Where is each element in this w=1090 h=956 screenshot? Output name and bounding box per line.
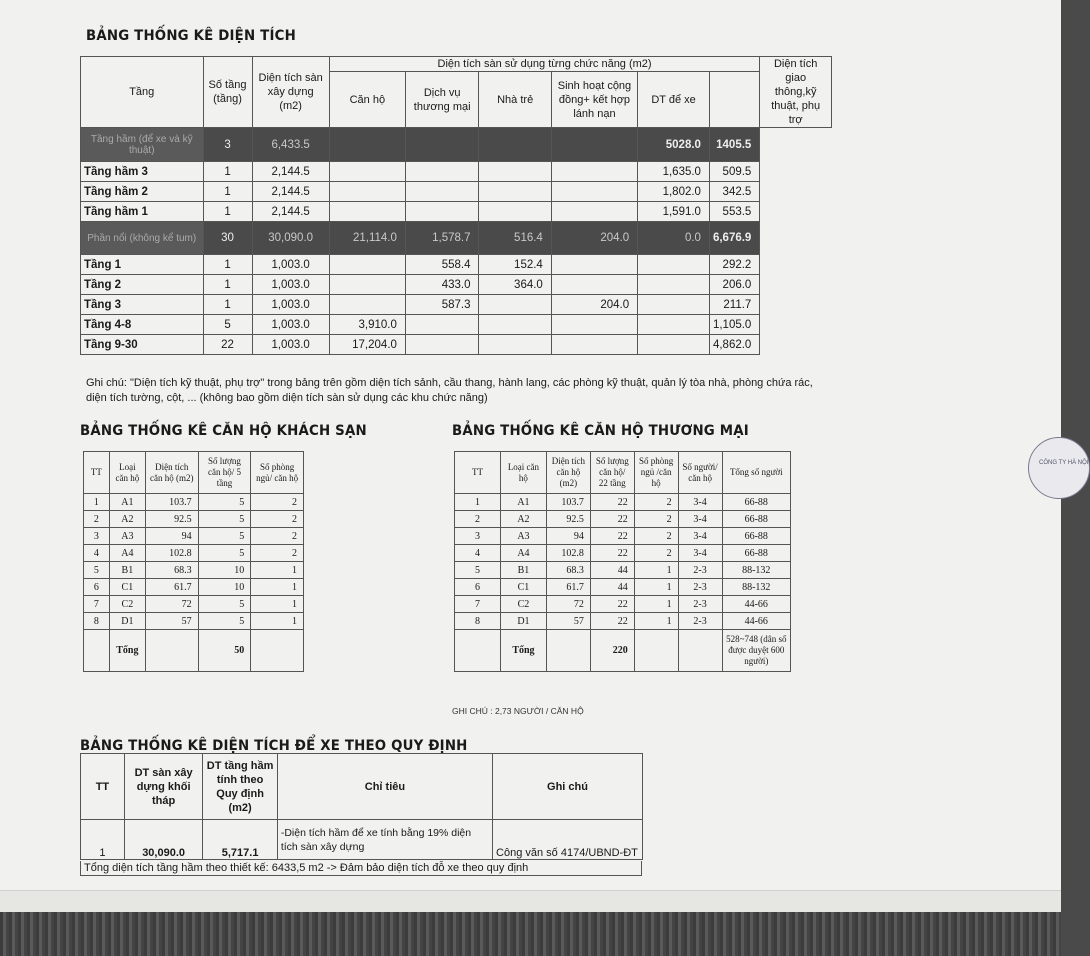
table-cell: 44-66 bbox=[722, 613, 790, 630]
table-row bbox=[84, 613, 304, 630]
parking-footer-note: Tổng diện tích tầng hầm theo thiết kế: 6433,5 m2 -> Đảm bảo diện tích đỗ xe theo quy định bbox=[80, 861, 642, 876]
table-cell: 61.7 bbox=[145, 579, 198, 596]
table-row: Tầng hầm 3 1 2,144.5 1,635.0 509.5 bbox=[81, 162, 832, 182]
table-row bbox=[84, 579, 304, 596]
table-cell: 103.7 bbox=[546, 494, 590, 511]
table-cell: 94 bbox=[546, 528, 590, 545]
table-row: Tầng 3 1 1,003.0 587.3 204.0 211.7 bbox=[81, 295, 832, 315]
table-cell: C2 bbox=[109, 596, 145, 613]
table-row bbox=[455, 528, 791, 545]
table-cell: 2 bbox=[84, 511, 110, 528]
area-stats-note: Ghi chú: "Diện tích kỹ thuật, phụ trợ" trong bảng trên gồm diện tích sảnh, cầu thang, hành lang, các phòng kỹ thuật, quản lý tòa nhà, phòng chứa rác, diện tích tường, cột, ... (không bao gồm diện tích sàn sử dụng các khu chức năng) bbox=[86, 377, 813, 404]
group-above-label: Phần nổi (không kể tum) bbox=[81, 222, 204, 255]
table-cell: 2-3 bbox=[678, 613, 722, 630]
table-cell: 5 bbox=[198, 511, 251, 528]
table-cell: 44 bbox=[590, 579, 634, 596]
table-cell: 6 bbox=[455, 579, 501, 596]
header-so-phong: Số phòng ngủ/ căn hộ bbox=[251, 452, 304, 494]
table-cell: 1 bbox=[84, 494, 110, 511]
table-cell: 68.3 bbox=[145, 562, 198, 579]
table-cell: 2 bbox=[251, 528, 304, 545]
table-cell: D1 bbox=[109, 613, 145, 630]
table-cell: 22 bbox=[590, 494, 634, 511]
table-row: Tầng hầm 2 1 2,144.5 1,802.0 342.5 bbox=[81, 182, 832, 202]
table-cell: 57 bbox=[546, 613, 590, 630]
area-stats-table bbox=[80, 56, 832, 355]
table-cell: 8 bbox=[84, 613, 110, 630]
table-cell: 8 bbox=[455, 613, 501, 630]
table-row bbox=[455, 511, 791, 528]
header-dt-giao-thong: Diện tích giao thông,kỹ thuật, phụ trợ bbox=[760, 57, 832, 128]
table-row bbox=[455, 562, 791, 579]
table-row bbox=[455, 596, 791, 613]
table-cell: C2 bbox=[500, 596, 546, 613]
table-cell: 10 bbox=[198, 579, 251, 596]
table-cell: 1 bbox=[634, 613, 678, 630]
table-cell: 1 bbox=[634, 596, 678, 613]
table-cell: 5 bbox=[198, 494, 251, 511]
table-cell: 92.5 bbox=[546, 511, 590, 528]
table-cell: 94 bbox=[145, 528, 198, 545]
table-cell: 3-4 bbox=[678, 545, 722, 562]
table-cell: 66-88 bbox=[722, 511, 790, 528]
table-row: Tầng 4-8 5 1,003.0 3,910.0 1,105.0 bbox=[81, 315, 832, 335]
commercial-note: GHI CHÚ : 2,73 NGƯỜI / CĂN HỘ bbox=[452, 706, 584, 716]
table-cell: 22 bbox=[590, 511, 634, 528]
table-row bbox=[84, 511, 304, 528]
table-cell: 1 bbox=[251, 596, 304, 613]
table-cell: 44 bbox=[590, 562, 634, 579]
table-cell: A3 bbox=[500, 528, 546, 545]
table-cell: 3 bbox=[84, 528, 110, 545]
table-cell: 102.8 bbox=[145, 545, 198, 562]
area-stats-title: BẢNG THỐNG KÊ DIỆN TÍCH bbox=[86, 28, 296, 44]
table-cell: 5 bbox=[198, 528, 251, 545]
table-cell: 22 bbox=[590, 545, 634, 562]
table-cell: 2 bbox=[634, 494, 678, 511]
header-group-chuc-nang: Diện tích sàn sử dụng từng chức năng (m2) bbox=[329, 57, 760, 72]
table-cell: 2 bbox=[634, 511, 678, 528]
group-row-above: Phần nổi (không kể tum) 30 30,090.0 21,114.0 1,578.7 516.4 204.0 0.0 6,676.9 bbox=[81, 222, 832, 255]
table-cell: 103.7 bbox=[145, 494, 198, 511]
total-row: Tổng 220 528~748 (dân số được duyệt 600 người) bbox=[455, 630, 791, 672]
table-cell: 2 bbox=[251, 494, 304, 511]
table-row: Tầng 2 1 1,003.0 433.0 364.0 206.0 bbox=[81, 275, 832, 295]
table-cell: 2 bbox=[251, 545, 304, 562]
table-cell: 2 bbox=[634, 528, 678, 545]
group-basement-dt: 6,433.5 bbox=[252, 128, 329, 162]
table-cell: 1 bbox=[634, 562, 678, 579]
table-cell: 88-132 bbox=[722, 579, 790, 596]
table-cell: 72 bbox=[546, 596, 590, 613]
table-cell: 4 bbox=[84, 545, 110, 562]
table-cell: 5 bbox=[198, 596, 251, 613]
commercial-apartment-table: TT Loại căn hộ Diện tích căn hộ (m2) Số lượng căn hộ/ 22 tầng Số phòng ngủ /căn hộ Số người/ căn hộ Tổng số người 1 A1 103.7 22 2 3-4 66-88 2 A2 92.5 22 2 3-4 66-88 3 A3 94 22 2 3-4 66-88 4 A4 102.8 22 2 3-4 66-88 5 B1 68.3 44 1 2-3 88-132 6 C1 61.7 44 1 2-3 88-132 7 C2 72 22 1 2-3 44-66 8 D1 57 22 1 2-3 44-66 Tổng 220 528~748 (dân số được duyệt 600 người) bbox=[454, 451, 791, 672]
table-row: Tầng 9-30 22 1,003.0 17,204.0 4,862.0 bbox=[81, 335, 832, 355]
table-cell: 61.7 bbox=[546, 579, 590, 596]
table-cell: 66-88 bbox=[722, 494, 790, 511]
header-tang: Tầng bbox=[81, 57, 204, 128]
table-cell: A2 bbox=[500, 511, 546, 528]
table-cell: 72 bbox=[145, 596, 198, 613]
header-tt: TT bbox=[84, 452, 110, 494]
hotel-apartment-title: BẢNG THỐNG KÊ CĂN HỘ KHÁCH SẠN bbox=[80, 423, 367, 439]
commercial-apartment-title: BẢNG THỐNG KÊ CĂN HỘ THƯƠNG MẠI bbox=[452, 423, 749, 439]
table-cell: 2 bbox=[251, 511, 304, 528]
stamp-text: CÔNG TY HÀ NỘI bbox=[1039, 460, 1089, 466]
table-cell: 57 bbox=[145, 613, 198, 630]
table-cell: 22 bbox=[590, 596, 634, 613]
table-cell: C1 bbox=[109, 579, 145, 596]
header-dich-vu: Dịch vụ thương mại bbox=[405, 72, 479, 128]
header-sinh-hoat: Sinh hoạt cộng đồng+ kết hợp lánh nạn bbox=[551, 72, 637, 128]
table-cell: 1 bbox=[251, 613, 304, 630]
table-cell: 68.3 bbox=[546, 562, 590, 579]
table-row bbox=[455, 613, 791, 630]
table-cell: A1 bbox=[109, 494, 145, 511]
table-cell: 3 bbox=[455, 528, 501, 545]
table-row bbox=[84, 545, 304, 562]
table-cell: D1 bbox=[500, 613, 546, 630]
table-cell: 4 bbox=[455, 545, 501, 562]
group-row-basement bbox=[81, 128, 832, 162]
table-cell: C1 bbox=[500, 579, 546, 596]
table-cell: 2-3 bbox=[678, 562, 722, 579]
table-cell: 2 bbox=[455, 511, 501, 528]
table-cell: A3 bbox=[109, 528, 145, 545]
table-cell: 102.8 bbox=[546, 545, 590, 562]
table-row bbox=[84, 528, 304, 545]
group-basement-label: Tầng hầm (để xe và kỹ thuật) bbox=[81, 128, 204, 162]
header-so-tang: Số tầng (tầng) bbox=[203, 57, 252, 128]
table-cell: 3-4 bbox=[678, 494, 722, 511]
table-cell: 7 bbox=[455, 596, 501, 613]
table-row: Tầng 1 1 1,003.0 558.4 152.4 292.2 bbox=[81, 255, 832, 275]
table-cell: 5 bbox=[198, 613, 251, 630]
table-cell: 10 bbox=[198, 562, 251, 579]
table-cell: A4 bbox=[109, 545, 145, 562]
table-cell: 5 bbox=[84, 562, 110, 579]
carpet-background bbox=[0, 912, 1061, 956]
header-dien-tich: Diện tích căn hộ (m2) bbox=[145, 452, 198, 494]
group-basement-de-xe: 5028.0 bbox=[638, 128, 710, 162]
table-cell: 92.5 bbox=[145, 511, 198, 528]
header-nha-tre: Nhà trẻ bbox=[479, 72, 551, 128]
header-so-luong: Số lượng căn hộ/ 5 tầng bbox=[198, 452, 251, 494]
group-basement-so-tang: 3 bbox=[203, 128, 252, 162]
group-basement-gt: 1405.5 bbox=[709, 128, 759, 162]
table-row: 1 30,090.0 5,717.1 -Diện tích hầm để xe tính bằng 19% diện tích sàn xây dựng Công văn số 4174/UBND-ĐT bbox=[81, 820, 643, 860]
table-cell: 88-132 bbox=[722, 562, 790, 579]
table-cell: B1 bbox=[109, 562, 145, 579]
table-cell: 22 bbox=[590, 613, 634, 630]
table-cell: 2 bbox=[634, 545, 678, 562]
table-row bbox=[84, 494, 304, 511]
hotel-apartment-table bbox=[83, 451, 304, 672]
table-cell: 22 bbox=[590, 528, 634, 545]
table-cell: 1 bbox=[251, 562, 304, 579]
table-row bbox=[455, 494, 791, 511]
table-cell: 1 bbox=[455, 494, 501, 511]
table-cell: 2-3 bbox=[678, 579, 722, 596]
table-cell: B1 bbox=[500, 562, 546, 579]
table-cell: 66-88 bbox=[722, 528, 790, 545]
parking-area-title: BẢNG THỐNG KÊ DIỆN TÍCH ĐỂ XE THEO QUY ĐỊNH bbox=[80, 738, 468, 754]
header-loai: Loại căn hộ bbox=[109, 452, 145, 494]
table-cell: 6 bbox=[84, 579, 110, 596]
header-de-xe: DT để xe bbox=[638, 72, 710, 128]
table-row bbox=[84, 562, 304, 579]
table-row bbox=[84, 596, 304, 613]
parking-area-table: TT DT sàn xây dựng khối tháp DT tầng hầm tính theo Quy định (m2) Chỉ tiêu Ghi chú 1 30,090.0 5,717.1 -Diện tích hầm để xe tính bằng 19% diện tích sàn xây dựng Công văn số 4174/UBND-ĐT bbox=[80, 753, 643, 860]
table-cell: 1 bbox=[251, 579, 304, 596]
table-cell: 1 bbox=[634, 579, 678, 596]
table-cell: 3-4 bbox=[678, 511, 722, 528]
table-cell: 5 bbox=[455, 562, 501, 579]
table-cell: A2 bbox=[109, 511, 145, 528]
table-cell: 3-4 bbox=[678, 528, 722, 545]
table-cell: 2-3 bbox=[678, 596, 722, 613]
table-cell: 7 bbox=[84, 596, 110, 613]
total-row: Tổng 50 bbox=[84, 630, 304, 672]
table-cell: A4 bbox=[500, 545, 546, 562]
table-row: Tầng hầm 1 1 2,144.5 1,591.0 553.5 bbox=[81, 202, 832, 222]
header-dt-xay-dung: Diện tích sàn xây dựng (m2) bbox=[252, 57, 329, 128]
table-cell: 66-88 bbox=[722, 545, 790, 562]
table-cell: 44-66 bbox=[722, 596, 790, 613]
table-cell: 5 bbox=[198, 545, 251, 562]
table-cell: A1 bbox=[500, 494, 546, 511]
table-row bbox=[455, 545, 791, 562]
header-can-ho: Căn hộ bbox=[329, 72, 405, 128]
table-row bbox=[455, 579, 791, 596]
